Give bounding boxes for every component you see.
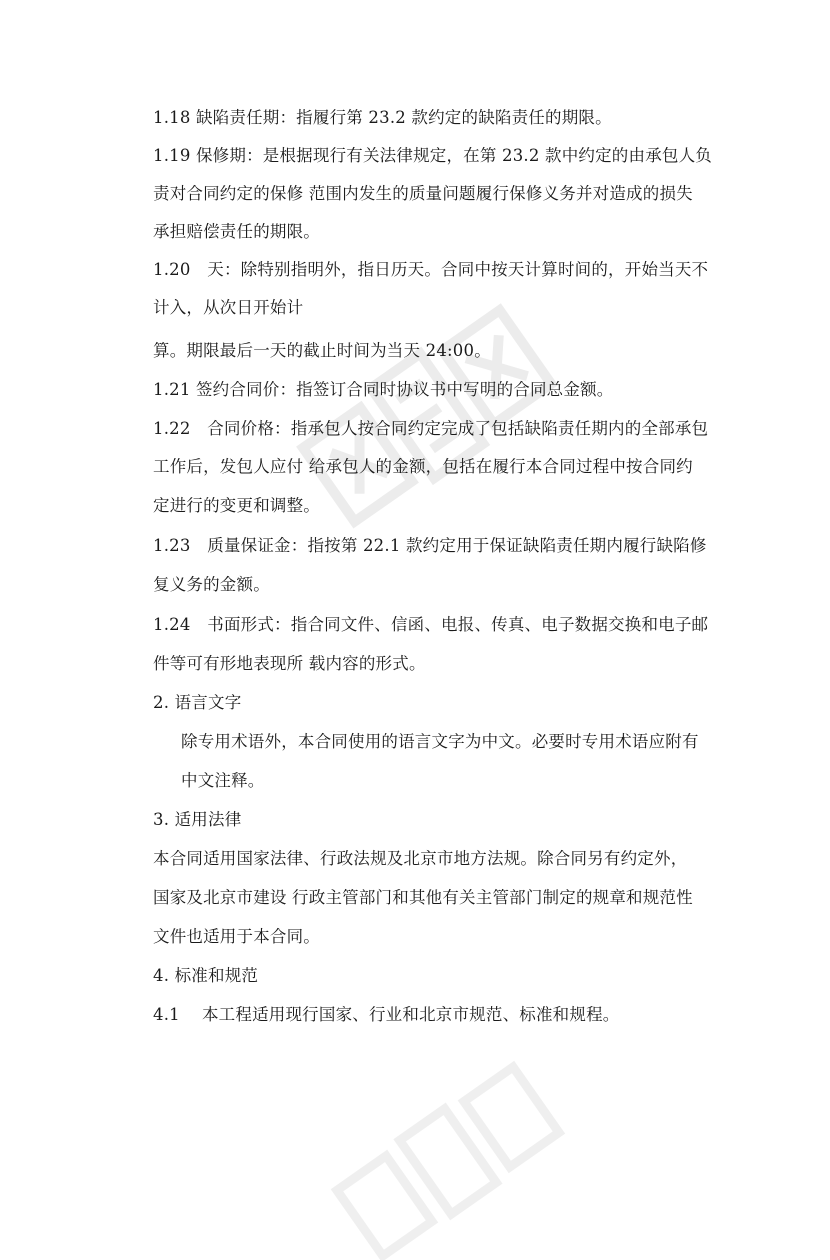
- text-line: 算。期限最后一天的截止时间为当天 24:00。: [153, 341, 491, 360]
- section-heading-3: 3. 适用法律: [153, 810, 242, 829]
- text-line: 件等可有形地表现所 载内容的形式。: [153, 654, 426, 673]
- text-line: 中文注释。: [181, 771, 265, 790]
- text-line: 计入，从次日开始计: [153, 298, 304, 317]
- text-line-4-1: 4.1 本工程适用现行国家、行业和北京市规范、标准和规程。: [153, 1005, 620, 1024]
- text-line: 本合同适用国家法律、行政法规及北京市地方法规。除合同另有约定外，: [153, 849, 688, 868]
- section-heading-2: 2. 语言文字: [153, 693, 242, 712]
- text-line-1-18: 1.18 缺陷责任期：指履行第 23.2 款约定的缺陷责任的期限。: [153, 108, 612, 127]
- text-line-1-20: 1.20 天：除特别指明外，指日历天。合同中按天计算时间的，开始当天不: [153, 260, 709, 279]
- text-line: 定进行的变更和调整。: [153, 496, 320, 515]
- text-line: 工作后，发包人应付 给承包人的金额，包括在履行本合同过程中按合同约: [153, 457, 693, 476]
- text-line-1-22: 1.22 合同价格：指承包人按合同约定完成了包括缺陷责任期内的全部承包: [153, 419, 709, 438]
- text-line: 除专用术语外，本合同使用的语言文字为中文。必要时专用术语应附有: [181, 732, 699, 751]
- text-line-1-19: 1.19 保修期：是根据现行有关法律规定，在第 23.2 款中约定的由承包人负: [153, 146, 713, 165]
- text-line-1-24: 1.24 书面形式：指合同文件、信函、电报、传真、电子数据交换和电子邮: [153, 615, 709, 634]
- text-line-1-23: 1.23 质量保证金：指按第 22.1 款约定用于保证缺陷责任期内履行缺陷修: [153, 536, 707, 555]
- text-line: 文件也适用于本合同。: [153, 927, 320, 946]
- text-line-1-21: 1.21 签约合同价：指签订合同时协议书中写明的合同总金额。: [153, 380, 614, 399]
- watermark-stamp-icon: [320, 1060, 580, 1260]
- text-line: 承担赔偿责任的期限。: [153, 222, 320, 241]
- text-line: 复义务的金额。: [153, 575, 270, 594]
- text-line: 责对合同约定的保修 范围内发生的质量问题履行保修义务并对造成的损失: [153, 184, 693, 203]
- section-heading-4: 4. 标准和规范: [153, 966, 259, 985]
- text-line: 国家及北京市建设 行政主管部门和其他有关主管部门制定的规章和规范性: [153, 888, 693, 907]
